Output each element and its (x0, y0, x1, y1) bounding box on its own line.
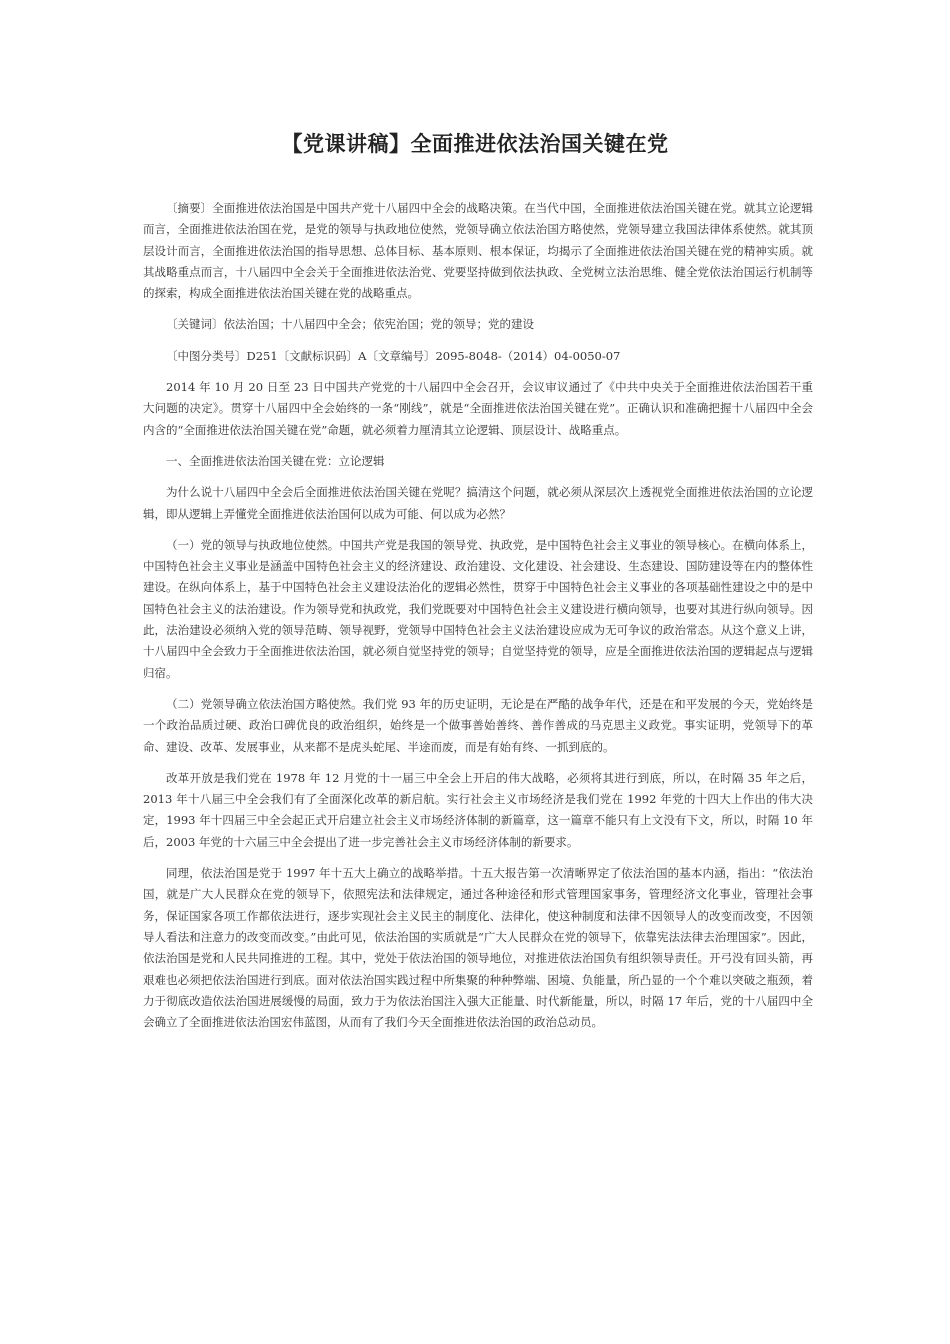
document-title: 【党课讲稿】全面推进依法治国关键在党 (281, 132, 669, 156)
body-paragraph: 同理，依法治国是党于 1997 年十五大上确立的战略举措。十五大报告第一次清晰界定了依法治国的基本内涵，指出：“依法治国，就是广大人民群众在党的领导下，依照宪法和法律规定，通过各种途径和形式管理国家事务，管理经济文化事业，管理社会事务，保证国家各项工作都依法进行，逐步实现社会主义民主的制度化、法律化，使这种制度和法律不因领导人的改变而改变，不因领导人看法和注意力的改变而改变。”由此可见，依法治国的实质就是“广大人民群众在党的领导下，依靠宪法法律去治理国家”。因此，依法治国是党和人民共同推进的工程。其中，党处于依法治国的领导地位，对推进依法治国负有组织领导责任。开弓没有回头箭，再艰难也必须把依法治国进行到底。面对依法治国实践过程中所集聚的种种弊端、困境、负能量，所凸显的一个个难以突破之瓶颈，着力于彻底改造依法治国进展缓慢的局面，致力于为依法治国注入强大正能量、时代新能量，所以，时隔 17 年后，党的十八届四中全会确立了全面推进依法治国宏伟蓝图，从而有了我们今天全面推进依法治国的政治总动员。 (143, 866, 813, 1030)
document-body (143, 198, 813, 1043)
body-paragraph: 改革开放是我们党在 1978 年 12 月党的十一届三中全会上开启的伟大战略，必须将其进行到底，所以，在时隔 35 年之后，2013 年十八届三中全会我们有了全面深化改革的新启航。实行社会主义市场经济是我们党在 1992 年党的十四大上作出的伟大决定，1993 年十四届三中全会起正式开启建立社会主义市场经济体制的新篇章，这一篇章不能只有上文没有下文，所以，时隔 10 年后，2003 年党的十六届三中全会提出了进一步完善社会主义市场经济体制的新要求。 (143, 770, 813, 849)
body-paragraph: （一）党的领导与执政地位使然。中国共产党是我国的领导党、执政党，是中国特色社会主义事业的领导核心。在横向体系上，中国特色社会主义事业是涵盖中国特色社会主义的经济建设、政治建设、文化建设、社会建设、生态建设、国防建设等在内的整体性建设。在纵向体系上，基于中国特色社会主义建设法治化的逻辑必然性，贯穿于中国特色社会主义事业的各项基础性建设之中的是中国特色社会主义的法治建设。作为领导党和执政党，我们党既要对中国特色社会主义建设进行横向领导，也要对其进行纵向领导。因此，法治建设必须纳入党的领导范畴、领导视野，党领导中国特色社会主义法治建设应成为无可争议的政治常态。从这个意义上讲，十八届四中全会致力于全面推进依法治国，就必须自觉坚持党的领导；自觉坚持党的领导，应是全面推进依法治国的逻辑起点与逻辑归宿。 (143, 537, 813, 680)
body-paragraph: 为什么说十八届四中全会后全面推进依法治国关键在党呢？搞清这个问题，就必须从深层次上透视党全面推进依法治国的立论逻辑，即从逻辑上弄懂党全面推进依法治国何以成为可能、何以成为必然？ (143, 485, 813, 521)
body-paragraph: （二）党领导确立依法治国方略使然。我们党 93 年的历史证明，无论是在严酷的战争年代，还是在和平发展的今天，党始终是一个政治品质过硬、政治口碑优良的政治组织，始终是一个做事善始善终、善作善成的马克思主义政党。事实证明，党领导下的革命、建设、改革、发展事业，从来都不是虎头蛇尾、半途而废，而是有始有终、一抓到底的。 (143, 696, 813, 754)
abstract-paragraph: 〔摘要〕全面推进依法治国是中国共产党十八届四中全会的战略决策。在当代中国，全面推进依法治国关键在党。就其立论逻辑而言，全面推进依法治国在党，是党的领导与执政地位使然，党领导确立依法治国方略使然，党领导建立我国法律体系使然。就其顶层设计而言，全面推进依法治国的指导思想、总体目标、基本原则、根本保证，均揭示了全面推进依法治国关键在党的精神实质。就其战略重点而言，十八届四中全会关于全面推进依法治党、党要坚持做到依法执政、全党树立法治思维、健全党依法治国运行机制等的探索，构成全面推进依法治国关键在党的战略重点。 (143, 201, 813, 301)
intro-paragraph: 2014 年 10 月 20 日至 23 日中国共产党党的十八届四中全会召开，会议审议通过了《中共中央关于全面推进依法治国若干重大问题的决定》。贯穿十八届四中全会始终的一条“刚线”，就是“全面推进依法治国关键在党”。正确认识和准确把握十八届四中全会内含的“全面推进依法治国关键在党”命题，就必须着力厘清其立论逻辑、顶层设计、战略重点。 (143, 380, 813, 437)
classification-line: 〔中图分类号〕D251〔文献标识码〕A〔文章编号〕2095-8048-（2014）04-0050-07 (166, 348, 621, 363)
section-heading: 一、全面推进依法治国关键在党：立论逻辑 (166, 453, 385, 468)
keywords-line: 〔关键词〕依法治国；十八届四中全会；依宪治国；党的领导；党的建设 (166, 317, 534, 332)
